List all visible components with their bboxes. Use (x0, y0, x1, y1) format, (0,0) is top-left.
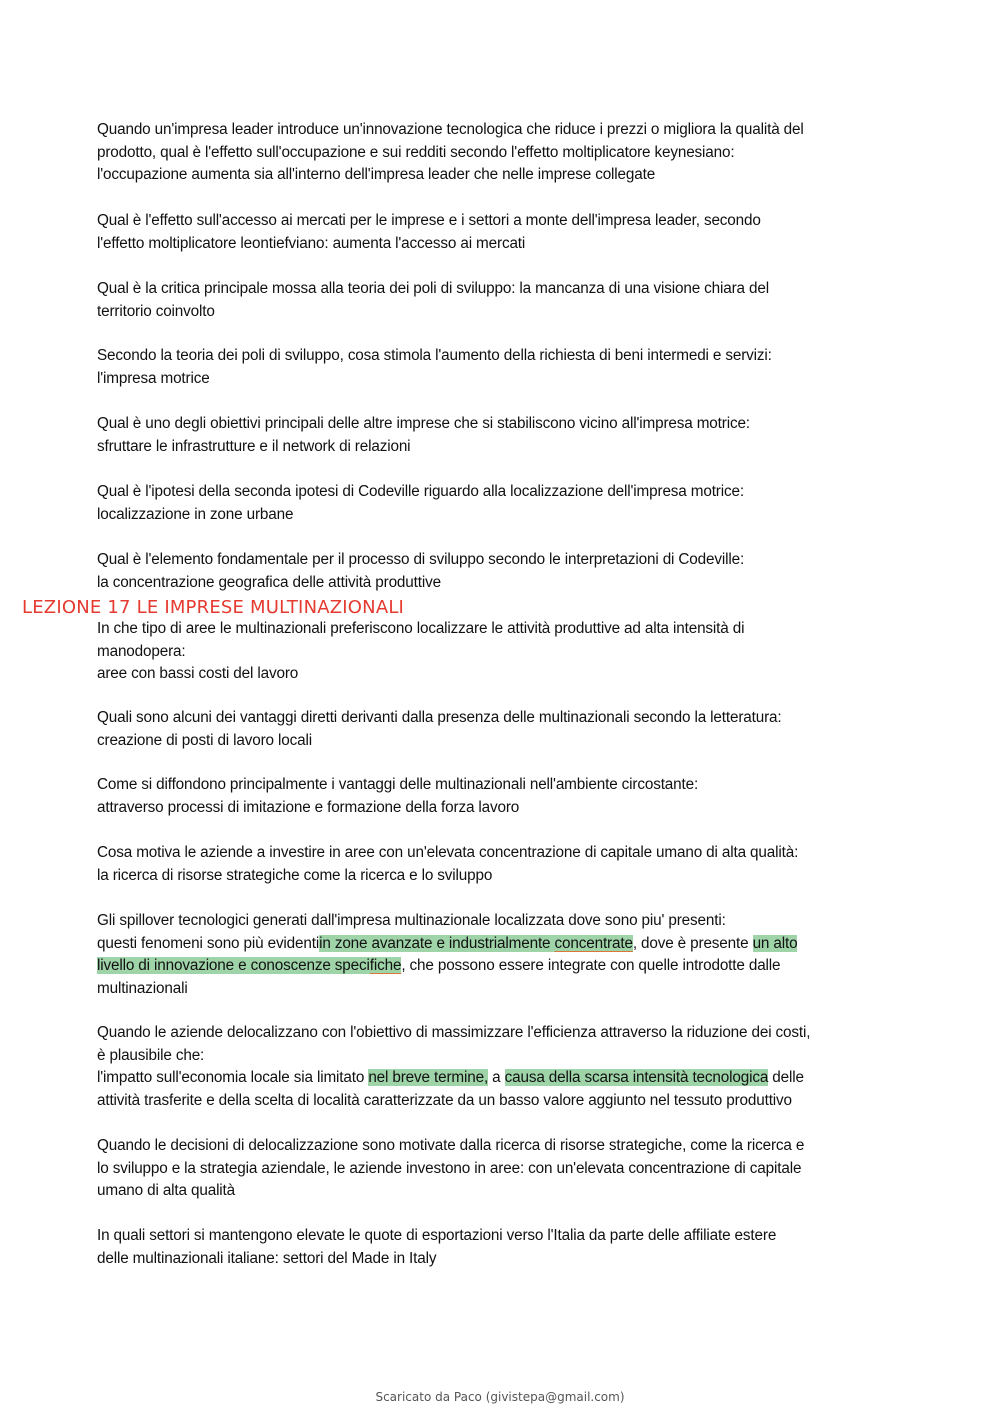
section-heading: LEZIONE 17 LE IMPRESE MULTINAZIONALI (22, 597, 405, 618)
text-segment: questi fenomeni sono più evidenti (97, 934, 320, 952)
text-line: l'impresa motrice (97, 369, 210, 387)
text-line: creazione di posti di lavoro locali (97, 731, 312, 749)
qa-block-4 (97, 345, 912, 390)
text-line (97, 1067, 912, 1090)
text-line: Qual è l'ipotesi della seconda ipotesi di Codeville riguardo alla localizzazione dell'impresa motrice: (97, 483, 744, 500)
text-segment: , dove è presente (632, 934, 753, 952)
qa-block-13 (97, 1022, 912, 1113)
text-line: Qual è l'effetto sull'accesso ai mercati per le imprese e i settori a monte dell'impresa leader, secondo (97, 212, 761, 229)
text-line: Cosa motiva le aziende a investire in aree con un'elevata concentrazione di capitale umano di alta qualità: (97, 844, 799, 861)
text-line: l'occupazione aumenta sia all'interno dell'impresa leader che nelle imprese collegate (97, 166, 656, 184)
text-line: localizzazione in zone urbane (97, 505, 294, 523)
text-line: Come si diffondono principalmente i vantaggi delle multinazionali nell'ambiente circostante: (97, 776, 699, 793)
qa-block-5 (97, 413, 912, 458)
highlighted-text: in zone avanzate e industrialmente (319, 934, 555, 952)
qa-block-10 (97, 774, 912, 819)
text-line: Qual è la critica principale mossa alla teoria dei poli di sviluppo: la mancanza di una visione chiara del (97, 280, 769, 297)
text-line: territorio coinvolto (97, 302, 215, 320)
text-line: la concentrazione geografica delle attività produttive (97, 573, 441, 591)
text-segment: , che possono essere integrate con quelle introdotte dalle (401, 957, 781, 975)
text-line (97, 933, 912, 956)
text-line: l'effetto moltiplicatore leontiefviano: aumenta l'accesso ai mercati (97, 234, 526, 252)
text-line: attraverso processi di imitazione e formazione della forza lavoro (97, 798, 520, 816)
text-line: la ricerca di risorse strategiche come la ricerca e lo sviluppo (97, 866, 493, 884)
text-segment: a (488, 1069, 505, 1087)
text-line: manodopera: (97, 642, 186, 660)
qa-block-7 (97, 549, 912, 594)
text-line: multinazionali (97, 980, 188, 998)
text-line: Qual è uno degli obiettivi principali delle altre imprese che si stabiliscono vicino all'impresa motrice: (97, 415, 750, 432)
qa-block-6 (97, 481, 912, 526)
qa-block-3 (97, 278, 912, 323)
qa-block-2 (97, 210, 912, 255)
text-line: delle multinazionali italiane: settori del Made in Italy (97, 1249, 437, 1267)
highlighted-underlined-text: fiche (369, 957, 402, 975)
text-line: Secondo la teoria dei poli di sviluppo, cosa stimola l'aumento della richiesta di beni intermedi e servizi: (97, 347, 772, 364)
text-line: sfruttare le infrastrutture e il network di relazioni (97, 437, 411, 455)
text-line: aree con bassi costi del lavoro (97, 665, 299, 683)
text-line: Quando le aziende delocalizzano con l'obiettivo di massimizzare l'efficienza attraverso la riduzione dei costi, (97, 1024, 811, 1041)
text-line: è plausibile che: (97, 1046, 205, 1064)
text-line: Quali sono alcuni dei vantaggi diretti derivanti dalla presenza delle multinazionali secondo la letteratura: (97, 709, 782, 726)
download-footer: Scaricato da Paco (givistepa@gmail.com) (375, 1390, 625, 1404)
text-line: Qual è l'elemento fondamentale per il processo di sviluppo secondo le interpretazioni di Codeville: (97, 551, 745, 568)
text-line: lo sviluppo e la strategia aziendale, le aziende investono in aree: con un'elevata concentrazione di capitale (97, 1159, 802, 1177)
highlighted-text: un alto (752, 934, 798, 952)
qa-block-9 (97, 707, 912, 752)
text-line: prodotto, qual è l'effetto sull'occupazione e sui redditi secondo l'effetto moltiplicatore keynesiano: (97, 143, 735, 161)
qa-block-15 (97, 1225, 912, 1270)
highlighted-text: nel breve termine, (368, 1069, 489, 1087)
text-line: attività trasferite e della scelta di località caratterizzate da un basso valore aggiunto nel tessuto produttivo (97, 1092, 792, 1110)
qa-block-14 (97, 1135, 912, 1203)
text-line: In che tipo di aree le multinazionali preferiscono localizzare le attività produttive ad alta intensità di (97, 620, 745, 637)
text-line (97, 955, 912, 978)
text-line: Quando un'impresa leader introduce un'innovazione tecnologica che riduce i prezzi o migliora la qualità del (97, 121, 804, 138)
text-segment: delle (768, 1069, 804, 1087)
text-line: Quando le decisioni di delocalizzazione sono motivate dalla ricerca di risorse strategiche, come la ricerca e (97, 1137, 805, 1154)
highlighted-underlined-text: concentrate (554, 934, 633, 952)
highlighted-text: causa della scarsa intensità tecnologica (504, 1069, 769, 1087)
qa-block-1 (97, 119, 912, 187)
qa-block-12 (97, 910, 912, 1001)
text-line: In quali settori si mantengono elevate le quote di esportazioni verso l'Italia da parte delle affiliate estere (97, 1227, 777, 1244)
text-line: Gli spillover tecnologici generati dall'impresa multinazionale localizzata dove sono piu' presenti: (97, 912, 726, 929)
text-line: umano di alta qualità (97, 1182, 236, 1200)
highlighted-text: livello di innovazione e conoscenze speci (97, 957, 370, 975)
qa-block-11 (97, 842, 912, 887)
text-segment: l'impatto sull'economia locale sia limitato (97, 1069, 369, 1087)
qa-block-8 (97, 618, 912, 686)
